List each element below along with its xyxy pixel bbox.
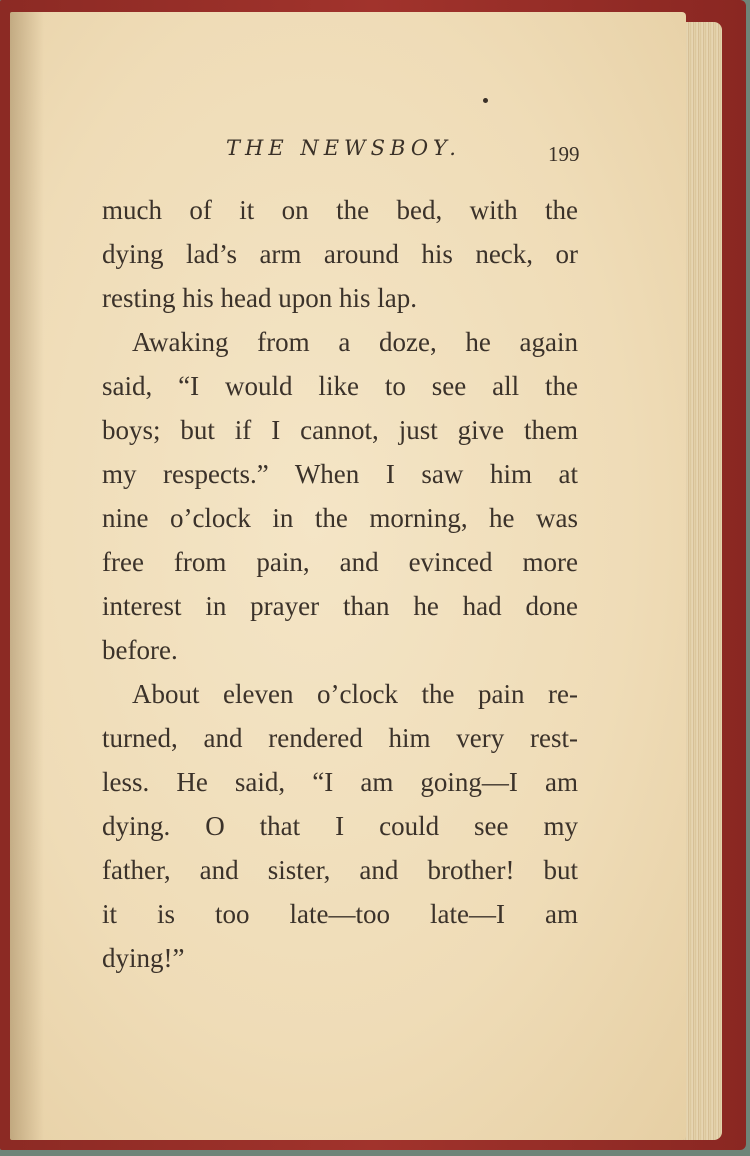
text-line: dying!” [102,943,185,973]
text-line: much of it on the bed, with the [102,195,578,225]
text-line: free from pain, and evinced more [102,547,578,577]
text-line: boys; but if I cannot, just give them [102,415,578,445]
text-line: Awaking from a doze, he again [132,327,578,357]
text-line: dying lad’s arm around his neck, or [102,239,578,269]
text-line: it is too late—too late—I am [102,899,578,929]
text-line: About eleven o’clock the pain re- [132,679,578,709]
book-page [10,12,686,1140]
ink-speck [483,98,488,103]
text-line: resting his head upon his lap. [102,283,417,313]
body-text [102,188,578,980]
text-line: father, and sister, and brother! but [102,855,578,885]
text-line: dying. O that I could see my [102,811,578,841]
text-line: before. [102,635,178,665]
text-line: nine o’clock in the morning, he was [102,503,578,533]
text-line: turned, and rendered him very rest- [102,723,578,753]
text-line: my respects.” When I saw him at [102,459,578,489]
text-line: interest in prayer than he had done [102,591,578,621]
text-line: said, “I would like to see all the [102,371,578,401]
running-head: THE NEWSBOY. [226,136,461,160]
text-line: less. He said, “I am going—I am [102,767,578,797]
page-number: 199 [548,142,580,166]
page-gutter-shadow [10,12,44,1140]
